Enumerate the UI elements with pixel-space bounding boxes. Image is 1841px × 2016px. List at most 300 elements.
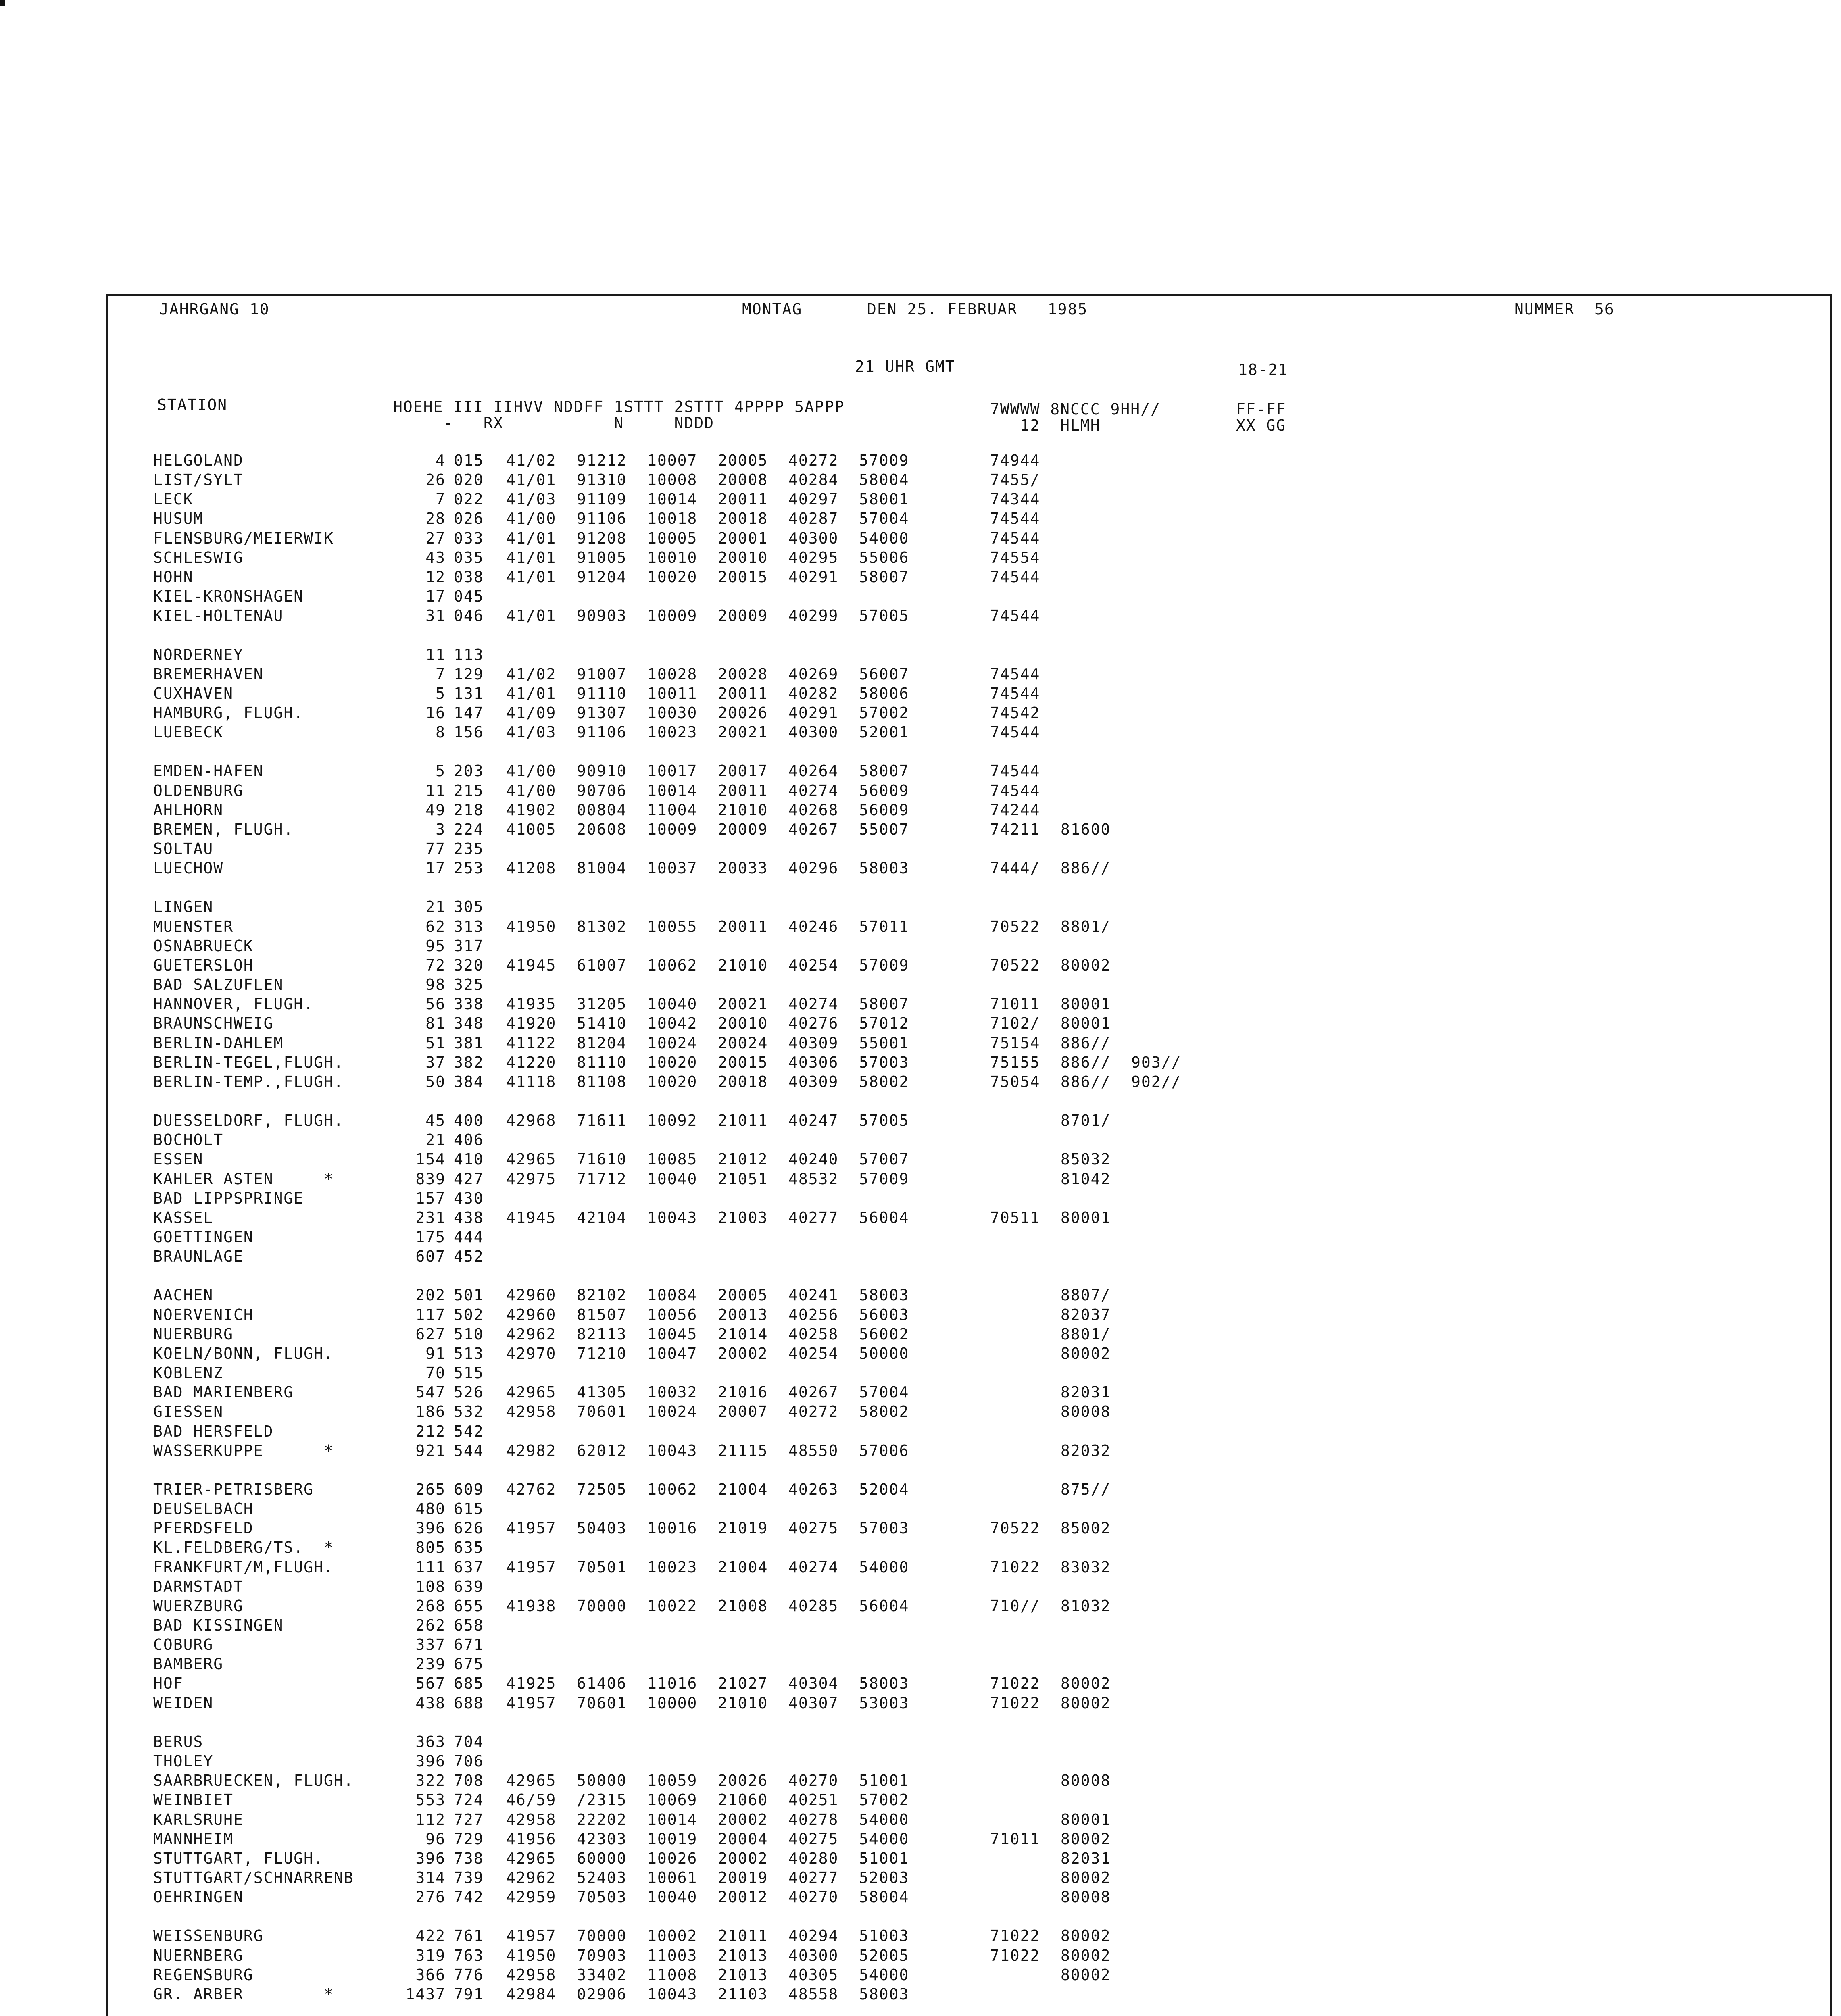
station-name: GIESSEN xyxy=(153,1403,224,1421)
group-nddff: 70000 xyxy=(577,1927,627,1945)
group-1sttt: 10032 xyxy=(647,1383,698,1402)
group-4pppp: 40274 xyxy=(788,781,839,800)
station-index: 675 xyxy=(454,1655,484,1673)
group-2sttt: 21051 xyxy=(718,1170,768,1188)
table-row xyxy=(0,1946,1841,1965)
weather-group-headers: 7WWWW 8NCCC 9HH// xyxy=(990,400,1161,418)
station-name: EMDEN-HAFEN xyxy=(153,762,264,780)
station-index: 022 xyxy=(454,490,484,508)
table-row xyxy=(0,1499,1841,1518)
station-height: 319 xyxy=(415,1946,446,1964)
group-7wwww: 70522 xyxy=(990,1519,1040,1537)
group-5appp: 58004 xyxy=(859,471,909,489)
station-name: HUSUM xyxy=(153,510,204,528)
station-height: 17 xyxy=(425,587,446,606)
group-nddff: 33402 xyxy=(577,1966,627,1984)
station-index: 026 xyxy=(454,510,484,528)
group-4pppp: 40247 xyxy=(788,1112,839,1130)
group-nddff: 61007 xyxy=(577,956,627,974)
group-2sttt: 20021 xyxy=(718,723,768,741)
station-index: 338 xyxy=(454,995,484,1013)
group-nddff: 70000 xyxy=(577,1597,627,1615)
group-7wwww: 71022 xyxy=(990,1674,1040,1693)
station-index: 763 xyxy=(454,1946,484,1964)
station-name: GUETERSLOH xyxy=(153,956,254,974)
station-height: 553 xyxy=(415,1791,446,1809)
table-row xyxy=(0,1654,1841,1674)
station-index: 313 xyxy=(454,917,484,935)
group-nddff: 91212 xyxy=(577,452,627,469)
group-1sttt: 10020 xyxy=(647,568,698,586)
group-1sttt: 10016 xyxy=(647,1519,698,1537)
group-1sttt: 10043 xyxy=(647,1985,698,2003)
station-height: 396 xyxy=(415,1752,446,1770)
station-height: 91 xyxy=(425,1344,446,1362)
group-4pppp: 40295 xyxy=(788,548,839,566)
group-4pppp: 40258 xyxy=(788,1325,839,1343)
station-height: 5 xyxy=(436,684,446,702)
group-4pppp: 48550 xyxy=(788,1441,839,1460)
group-5appp: 55001 xyxy=(859,1034,909,1052)
group-1sttt: 10084 xyxy=(647,1286,698,1304)
group-1sttt: 10085 xyxy=(647,1150,698,1168)
group-2sttt: 20007 xyxy=(718,1403,768,1421)
group-8nccc: 80002 xyxy=(1061,1966,1111,1984)
group-7wwww: 74544 xyxy=(990,607,1040,625)
group-iihvv: 42959 xyxy=(506,1888,557,1906)
group-8nccc: 80002 xyxy=(1061,1694,1111,1712)
table-row xyxy=(0,1732,1841,1752)
group-4pppp: 40264 xyxy=(788,762,839,780)
group-nddff: 62012 xyxy=(577,1441,627,1460)
group-nddff: 71610 xyxy=(577,1150,627,1168)
station-name: NOERVENICH xyxy=(153,1306,254,1324)
group-iihvv: 42965 xyxy=(506,1150,557,1168)
group-iihvv: 41950 xyxy=(506,1946,557,1964)
station-height: 43 xyxy=(425,548,446,566)
group-5appp: 56004 xyxy=(859,1208,909,1227)
group-2sttt: 21019 xyxy=(718,1519,768,1537)
station-name: GOETTINGEN xyxy=(153,1228,254,1246)
group-1sttt: 10026 xyxy=(647,1849,698,1867)
station-name: BAD LIPPSPRINGE xyxy=(153,1189,304,1207)
group-nddff: 00804 xyxy=(577,801,627,819)
station-height: 4 xyxy=(436,452,446,469)
group-2sttt: 20002 xyxy=(718,1810,768,1829)
group-1sttt: 10023 xyxy=(647,723,698,741)
station-name: BAMBERG xyxy=(153,1655,224,1673)
station-name: BREMEN, FLUGH. xyxy=(153,820,294,838)
station-height: 154 xyxy=(415,1150,446,1168)
station-height: 202 xyxy=(415,1286,446,1304)
group-4pppp: 40297 xyxy=(788,490,839,508)
table-row xyxy=(0,1558,1841,1577)
group-1sttt: 10092 xyxy=(647,1112,698,1130)
group-5appp: 56009 xyxy=(859,781,909,800)
group-5appp: 58003 xyxy=(859,1674,909,1693)
station-index: 544 xyxy=(454,1441,484,1460)
station-index: 305 xyxy=(454,898,484,916)
group-4pppp: 40275 xyxy=(788,1519,839,1537)
group-2sttt: 21013 xyxy=(718,1946,768,1964)
group-nddff: 90903 xyxy=(577,607,627,625)
station-name: LIST/SYLT xyxy=(153,471,244,489)
station-index: 708 xyxy=(454,1772,484,1790)
station-height: 157 xyxy=(415,1189,446,1207)
group-5appp: 57011 xyxy=(859,917,909,935)
group-7wwww: 7455/ xyxy=(990,471,1040,489)
weather-group-subheaders: 12 HLMH xyxy=(990,417,1101,434)
group-iihvv: 46/59 xyxy=(506,1791,557,1809)
table-row xyxy=(0,1033,1841,1053)
table-row xyxy=(0,1538,1841,1557)
table-row xyxy=(0,781,1841,800)
group-1sttt: 10019 xyxy=(647,1830,698,1848)
station-index: 320 xyxy=(454,956,484,974)
station-index: 515 xyxy=(454,1364,484,1382)
group-1sttt: 10018 xyxy=(647,510,698,528)
station-height: 45 xyxy=(425,1112,446,1130)
group-2sttt: 20011 xyxy=(718,684,768,702)
group-nddff: 91106 xyxy=(577,723,627,741)
station-name: KOBLENZ xyxy=(153,1364,224,1382)
table-row xyxy=(0,451,1841,470)
group-7wwww: 74544 xyxy=(990,762,1040,780)
station-index: 452 xyxy=(454,1248,484,1266)
station-index: 501 xyxy=(454,1286,484,1304)
group-8nccc: 80002 xyxy=(1061,1344,1111,1362)
group-2sttt: 20004 xyxy=(718,1830,768,1848)
station-height: 16 xyxy=(425,704,446,722)
group-1sttt: 10056 xyxy=(647,1306,698,1324)
table-row xyxy=(0,1111,1841,1130)
code-column-headers: HOEHE III IIHVV NDDFF 1STTT 2STTT 4PPPP 5APPP xyxy=(393,398,845,416)
group-4pppp: 40304 xyxy=(788,1674,839,1693)
group-8nccc: 8701/ xyxy=(1061,1112,1111,1130)
group-7wwww: 71022 xyxy=(990,1558,1040,1576)
station-name: KASSEL xyxy=(153,1208,214,1227)
group-nddff: 70601 xyxy=(577,1694,627,1712)
station-index: 791 xyxy=(454,1985,484,2003)
table-row xyxy=(0,1674,1841,1693)
station-name: STUTTGART/SCHNARRENB xyxy=(153,1868,354,1887)
table-row xyxy=(0,684,1841,703)
station-index: 406 xyxy=(454,1131,484,1149)
station-name: DEUSELBACH xyxy=(153,1500,254,1518)
group-5appp: 52003 xyxy=(859,1868,909,1887)
group-8nccc: 80001 xyxy=(1061,1810,1111,1829)
group-4pppp: 40272 xyxy=(788,452,839,469)
station-name: KARLSRUHE xyxy=(153,1810,244,1829)
group-iihvv: 41/02 xyxy=(506,665,557,683)
group-iihvv: 41/01 xyxy=(506,471,557,489)
station-name: HOF xyxy=(153,1674,183,1693)
group-7wwww: 74544 xyxy=(990,684,1040,702)
group-4pppp: 48558 xyxy=(788,1985,839,2003)
group-1sttt: 11003 xyxy=(647,1946,698,1964)
group-2sttt: 20024 xyxy=(718,1034,768,1052)
table-row xyxy=(0,917,1841,936)
group-2sttt: 20001 xyxy=(718,529,768,547)
station-index: 526 xyxy=(454,1383,484,1402)
station-name: OSNABRUECK xyxy=(153,937,254,955)
station-index: 724 xyxy=(454,1791,484,1809)
group-nddff: 91204 xyxy=(577,568,627,586)
station-name: NUERBURG xyxy=(153,1325,234,1343)
group-5appp: 57003 xyxy=(859,1519,909,1537)
group-8nccc: 8807/ xyxy=(1061,1286,1111,1304)
group-2sttt: 20005 xyxy=(718,1286,768,1304)
table-row xyxy=(0,529,1841,548)
group-1sttt: 10009 xyxy=(647,607,698,625)
station-index: 430 xyxy=(454,1189,484,1207)
station-index: 742 xyxy=(454,1888,484,1906)
group-1sttt: 10040 xyxy=(647,1170,698,1188)
group-8nccc: 85002 xyxy=(1061,1519,1111,1537)
group-2sttt: 21011 xyxy=(718,1112,768,1130)
table-row xyxy=(0,1247,1841,1266)
group-5appp: 55007 xyxy=(859,820,909,838)
group-8nccc: 886// xyxy=(1061,1034,1111,1052)
group-8nccc: 80008 xyxy=(1061,1772,1111,1790)
group-iihvv: 41/01 xyxy=(506,607,557,625)
group-2sttt: 20018 xyxy=(718,1073,768,1091)
group-5appp: 57005 xyxy=(859,1112,909,1130)
group-2sttt: 21013 xyxy=(718,1966,768,1984)
group-nddff: 91208 xyxy=(577,529,627,547)
station-name: HAMBURG, FLUGH. xyxy=(153,704,304,722)
station-height: 186 xyxy=(415,1403,446,1421)
group-1sttt: 10062 xyxy=(647,1480,698,1498)
group-4pppp: 40267 xyxy=(788,820,839,838)
group-nddff: 70501 xyxy=(577,1558,627,1576)
station-index: 035 xyxy=(454,548,484,566)
group-5appp: 54000 xyxy=(859,1966,909,1984)
group-2sttt: 20012 xyxy=(718,1888,768,1906)
station-height: 21 xyxy=(425,1131,446,1149)
group-8nccc: 81032 xyxy=(1061,1597,1111,1615)
station-index: 727 xyxy=(454,1810,484,1829)
group-5appp: 54000 xyxy=(859,1810,909,1829)
station-name: KIEL-HOLTENAU xyxy=(153,607,284,625)
group-8nccc: 886// xyxy=(1061,1053,1111,1071)
group-2sttt: 21060 xyxy=(718,1791,768,1809)
table-row xyxy=(0,1325,1841,1344)
group-iihvv: 41925 xyxy=(506,1674,557,1693)
station-name: ESSEN xyxy=(153,1150,204,1168)
group-iihvv: 41118 xyxy=(506,1073,557,1091)
station-index: 609 xyxy=(454,1480,484,1498)
table-row xyxy=(0,1518,1841,1538)
station-height: 111 xyxy=(415,1558,446,1576)
station-height: 26 xyxy=(425,471,446,489)
station-name: BAD KISSINGEN xyxy=(153,1616,284,1634)
group-7wwww: 70522 xyxy=(990,917,1040,935)
station-index: 427 xyxy=(454,1170,484,1188)
group-nddff: 31205 xyxy=(577,995,627,1013)
group-1sttt: 10005 xyxy=(647,529,698,547)
station-height: 262 xyxy=(415,1616,446,1634)
group-4pppp: 40276 xyxy=(788,1014,839,1033)
station-height: 805 xyxy=(415,1539,446,1557)
station-height: 265 xyxy=(415,1480,446,1498)
group-4pppp: 40277 xyxy=(788,1208,839,1227)
station-name: WEIDEN xyxy=(153,1694,214,1712)
group-1sttt: 10040 xyxy=(647,995,698,1013)
group-8nccc: 85032 xyxy=(1061,1150,1111,1168)
station-index: 224 xyxy=(454,820,484,838)
group-nddff: 90910 xyxy=(577,762,627,780)
group-5appp: 56007 xyxy=(859,665,909,683)
station-name: BREMERHAVEN xyxy=(153,665,264,683)
station-name: BERUS xyxy=(153,1733,204,1751)
station-index: 658 xyxy=(454,1616,484,1634)
station-index: 203 xyxy=(454,762,484,780)
station-name: COBURG xyxy=(153,1636,214,1654)
group-2sttt: 21103 xyxy=(718,1985,768,2003)
group-2sttt: 21012 xyxy=(718,1150,768,1168)
station-name: CUXHAVEN xyxy=(153,684,234,702)
group-5appp: 58003 xyxy=(859,859,909,877)
group-4pppp: 40240 xyxy=(788,1150,839,1168)
group-5appp: 57009 xyxy=(859,1170,909,1188)
group-5appp: 58006 xyxy=(859,684,909,702)
station-name: FRANKFURT/M,FLUGH. xyxy=(153,1558,334,1576)
table-row xyxy=(0,1790,1841,1810)
group-5appp: 56004 xyxy=(859,1597,909,1615)
group-4pppp: 40246 xyxy=(788,917,839,935)
group-2sttt: 21016 xyxy=(718,1383,768,1402)
group-iihvv: 41/09 xyxy=(506,704,557,722)
group-5appp: 57009 xyxy=(859,956,909,974)
station-height: 1437 xyxy=(405,1985,446,2003)
group-iihvv: 41/00 xyxy=(506,781,557,800)
table-row xyxy=(0,1616,1841,1635)
group-2sttt: 21008 xyxy=(718,1597,768,1615)
group-iihvv: 42958 xyxy=(506,1810,557,1829)
group-nddff: 42303 xyxy=(577,1830,627,1848)
table-row xyxy=(0,1053,1841,1072)
group-4pppp: 40296 xyxy=(788,859,839,877)
station-index: 502 xyxy=(454,1306,484,1324)
group-9hh: 903// xyxy=(1131,1053,1182,1071)
group-5appp: 58001 xyxy=(859,490,909,508)
issue-number: NUMMER 56 xyxy=(1514,300,1615,318)
group-nddff: 91109 xyxy=(577,490,627,508)
group-iihvv: 42965 xyxy=(506,1383,557,1402)
station-name: BERLIN-DAHLEM xyxy=(153,1034,284,1052)
weekday-label: MONTAG xyxy=(742,300,803,318)
group-nddff: 70503 xyxy=(577,1888,627,1906)
group-nddff: 41305 xyxy=(577,1383,627,1402)
table-row xyxy=(0,1402,1841,1421)
station-height: 21 xyxy=(425,898,446,916)
station-height: 627 xyxy=(415,1325,446,1343)
group-nddff: 82113 xyxy=(577,1325,627,1343)
group-1sttt: 11004 xyxy=(647,801,698,819)
station-name: WASSERKUPPE * xyxy=(153,1441,334,1460)
group-1sttt: 10014 xyxy=(647,781,698,800)
station-height: 212 xyxy=(415,1422,446,1440)
group-5appp: 51001 xyxy=(859,1849,909,1867)
table-row xyxy=(0,587,1841,606)
group-5appp: 51001 xyxy=(859,1772,909,1790)
group-2sttt: 21010 xyxy=(718,956,768,974)
group-5appp: 56003 xyxy=(859,1306,909,1324)
group-1sttt: 10059 xyxy=(647,1772,698,1790)
station-index: 761 xyxy=(454,1927,484,1945)
table-row xyxy=(0,1014,1841,1033)
group-2sttt: 20018 xyxy=(718,510,768,528)
station-height: 276 xyxy=(415,1888,446,1906)
group-4pppp: 40256 xyxy=(788,1306,839,1324)
period-label: 18-21 xyxy=(1238,361,1288,379)
group-nddff: 61406 xyxy=(577,1674,627,1693)
table-row xyxy=(0,1752,1841,1771)
group-7wwww: 74544 xyxy=(990,568,1040,586)
group-7wwww: 71022 xyxy=(990,1946,1040,1964)
group-7wwww: 7102/ xyxy=(990,1014,1040,1033)
group-nddff: 70601 xyxy=(577,1403,627,1421)
station-name: BRAUNLAGE xyxy=(153,1248,244,1266)
station-name: MANNHEIM xyxy=(153,1830,234,1848)
station-height: 239 xyxy=(415,1655,446,1673)
group-8nccc: 82032 xyxy=(1061,1441,1111,1460)
group-5appp: 53003 xyxy=(859,1694,909,1712)
group-iihvv: 41/01 xyxy=(506,529,557,547)
group-nddff: 70903 xyxy=(577,1946,627,1964)
station-name: WEINBIET xyxy=(153,1791,234,1809)
table-row xyxy=(0,1868,1841,1887)
group-1sttt: 10020 xyxy=(647,1073,698,1091)
group-1sttt: 11008 xyxy=(647,1966,698,1984)
group-2sttt: 20026 xyxy=(718,704,768,722)
group-2sttt: 21004 xyxy=(718,1558,768,1576)
station-index: 384 xyxy=(454,1073,484,1091)
group-1sttt: 10002 xyxy=(647,1927,698,1945)
group-2sttt: 20011 xyxy=(718,781,768,800)
station-height: 70 xyxy=(425,1364,446,1382)
group-1sttt: 10069 xyxy=(647,1791,698,1809)
table-row xyxy=(0,1480,1841,1499)
table-row xyxy=(0,1363,1841,1383)
group-5appp: 57006 xyxy=(859,1441,909,1460)
station-name: AHLHORN xyxy=(153,801,224,819)
group-5appp: 58004 xyxy=(859,1888,909,1906)
station-index: 038 xyxy=(454,568,484,586)
table-row xyxy=(0,1926,1841,1945)
station-height: 3 xyxy=(436,820,446,838)
group-2sttt: 20011 xyxy=(718,490,768,508)
group-1sttt: 10007 xyxy=(647,452,698,469)
group-iihvv: 42970 xyxy=(506,1344,557,1362)
group-7wwww: 74944 xyxy=(990,452,1040,469)
group-7wwww: 710// xyxy=(990,1597,1040,1615)
group-8nccc: 82031 xyxy=(1061,1849,1111,1867)
group-5appp: 57003 xyxy=(859,1053,909,1071)
group-4pppp: 40263 xyxy=(788,1480,839,1498)
station-height: 314 xyxy=(415,1868,446,1887)
station-height: 7 xyxy=(436,490,446,508)
station-height: 117 xyxy=(415,1306,446,1324)
station-index: 348 xyxy=(454,1014,484,1033)
table-row xyxy=(0,975,1841,994)
group-2sttt: 20002 xyxy=(718,1849,768,1867)
station-height: 438 xyxy=(415,1694,446,1712)
group-7wwww: 74544 xyxy=(990,723,1040,741)
station-name: AACHEN xyxy=(153,1286,214,1304)
group-4pppp: 40291 xyxy=(788,568,839,586)
